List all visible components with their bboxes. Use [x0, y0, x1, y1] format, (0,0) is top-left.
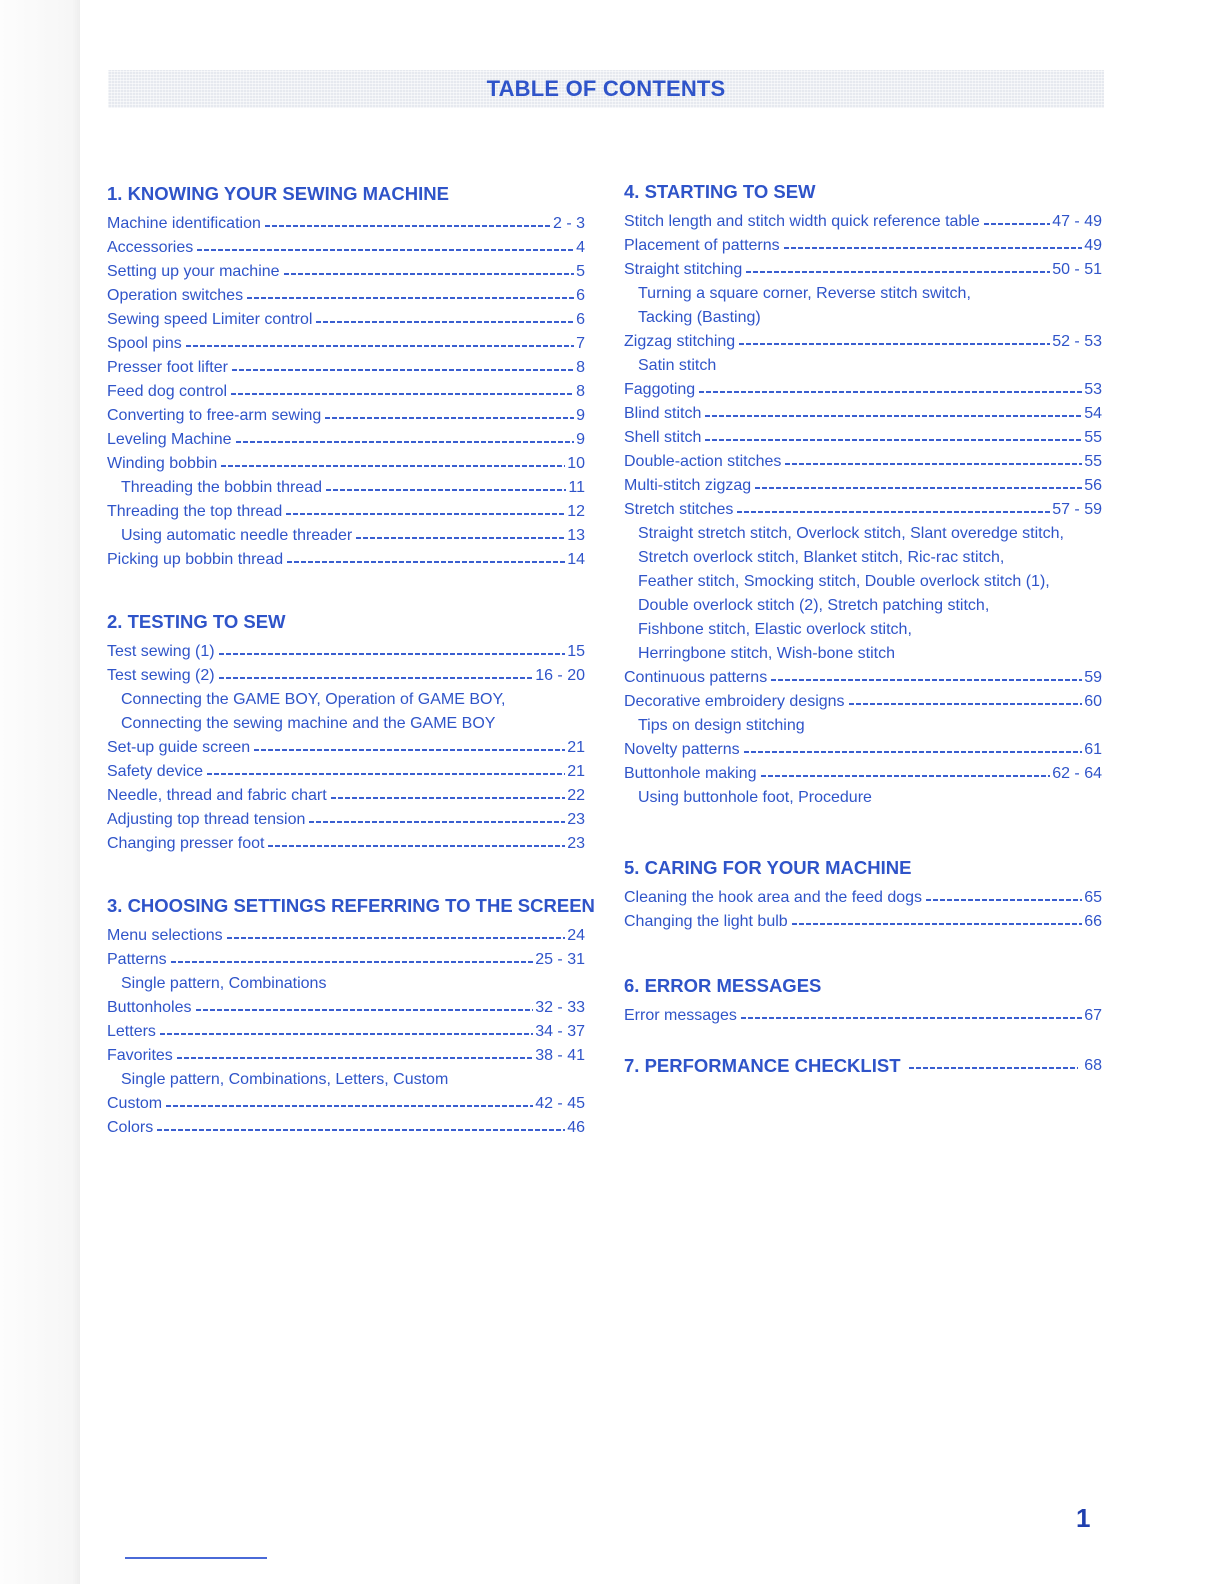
toc-entry	[107, 664, 585, 688]
toc-entry-label: Buttonholes	[107, 999, 192, 1016]
toc-entry	[107, 524, 585, 548]
section-heading: 2. TESTING TO SEW	[107, 611, 286, 632]
dot-leader	[221, 465, 565, 467]
toc-entry	[624, 666, 1102, 690]
toc-entry-label: Threading the bobbin thread	[121, 479, 323, 496]
toc-entry-page: 38 - 41	[535, 1047, 585, 1064]
dot-leader	[166, 1105, 533, 1107]
toc-entry-page: 62 - 64	[1052, 765, 1102, 782]
toc-entry	[107, 332, 585, 356]
dot-leader	[157, 1129, 565, 1131]
dot-leader	[316, 321, 574, 323]
footer-rule	[125, 1557, 267, 1559]
dot-leader	[177, 1057, 533, 1059]
dot-leader	[236, 441, 575, 443]
dot-leader	[232, 369, 574, 371]
toc-entry	[624, 886, 1102, 910]
toc-entry-label: Test sewing (2)	[107, 667, 215, 684]
toc-entry-page: 49	[1084, 237, 1102, 254]
dot-leader	[356, 537, 565, 539]
dot-leader	[746, 271, 1050, 273]
toc-entry-label: Blind stitch	[624, 405, 702, 422]
toc-subentry: Tips on design stitching	[638, 717, 805, 734]
toc-entry-page: 57 - 59	[1052, 501, 1102, 518]
toc-section	[107, 610, 585, 856]
toc-entry-page: 6	[576, 311, 585, 328]
toc-entry	[624, 498, 1102, 522]
toc-entry-label: Decorative embroidery designs	[624, 693, 845, 710]
toc-entry-page: 46	[567, 1119, 585, 1136]
toc-entry-label: Colors	[107, 1119, 154, 1136]
toc-entry	[107, 500, 585, 524]
toc-entry	[107, 404, 585, 428]
toc-entry-page: 5	[576, 263, 585, 280]
section-heading: 5. CARING FOR YOUR MACHINE	[624, 857, 912, 878]
performance-checklist-heading	[624, 1054, 1102, 1078]
toc-entry	[624, 690, 1102, 714]
toc-subentry: Fishbone stitch, Elastic overlock stitch,	[638, 621, 912, 638]
toc-entry-page: 42 - 45	[535, 1095, 585, 1112]
toc-entry	[107, 760, 585, 784]
toc-subentry: Satin stitch	[638, 357, 717, 374]
toc-entry-page: 7	[576, 335, 585, 352]
section-heading: 3. CHOOSING SETTINGS REFERRING TO THE SCREEN	[107, 895, 595, 916]
toc-entry-label: Multi-stitch zigzag	[624, 477, 752, 494]
dot-leader	[171, 961, 534, 963]
toc-entry-page: 13	[567, 527, 585, 544]
toc-entry-page: 54	[1084, 405, 1102, 422]
page-shadow	[0, 0, 80, 1584]
toc-entry-page: 16 - 20	[535, 667, 585, 684]
toc-entry	[624, 910, 1102, 934]
toc-entry-label: Placement of patterns	[624, 237, 780, 254]
dot-leader	[219, 653, 566, 655]
toc-section	[107, 182, 585, 572]
toc-entry	[624, 258, 1102, 282]
section-heading: 7. PERFORMANCE CHECKLIST	[624, 1055, 901, 1076]
section-heading: 6. ERROR MESSAGES	[624, 975, 822, 996]
dot-leader	[737, 511, 1050, 513]
toc-entry	[107, 236, 585, 260]
toc-entry-page: 6	[576, 287, 585, 304]
toc-subentry: Feather stitch, Smocking stitch, Double overlock stitch (1),	[638, 573, 1050, 590]
toc-subentry: Double overlock stitch (2), Stretch patching stitch,	[638, 597, 990, 614]
dot-leader	[196, 1009, 534, 1011]
toc-entry-label: Accessories	[107, 239, 194, 256]
toc-entry	[107, 948, 585, 972]
toc-entry-page: 66	[1084, 913, 1102, 930]
toc-entry-page: 65	[1084, 889, 1102, 906]
toc-entry-label: Sewing speed Limiter control	[107, 311, 313, 328]
dot-leader	[785, 463, 1082, 465]
toc-entry-page: 24	[567, 927, 585, 944]
toc-entry-label: Threading the top thread	[107, 503, 283, 520]
toc-entry-page: 55	[1084, 453, 1102, 470]
toc-entry-label: Letters	[107, 1023, 156, 1040]
toc-entry	[107, 1116, 585, 1140]
dot-leader	[849, 703, 1083, 705]
toc-subentry: Herringbone stitch, Wish-bone stitch	[638, 645, 895, 662]
dot-leader	[287, 561, 565, 563]
toc-section	[107, 894, 595, 1140]
toc-subentry: Connecting the GAME BOY, Operation of GAME BOY,	[121, 691, 506, 708]
page-title: TABLE OF CONTENTS	[486, 76, 726, 101]
dot-leader	[207, 773, 565, 775]
dot-leader	[254, 749, 565, 751]
toc-section	[624, 180, 1102, 810]
toc-entry-page: 11	[568, 479, 585, 496]
dot-leader	[792, 923, 1083, 925]
toc-entry-label: Patterns	[107, 951, 167, 968]
toc-subentry: Straight stretch stitch, Overlock stitch, Slant overedge stitch,	[638, 525, 1064, 542]
toc-entry	[107, 308, 585, 332]
title-banner	[108, 70, 1104, 108]
toc-entry	[107, 1044, 585, 1068]
toc-entry-label: Shell stitch	[624, 429, 702, 446]
dot-leader	[984, 223, 1050, 225]
dot-leader	[247, 297, 574, 299]
dot-leader	[699, 391, 1082, 393]
toc-entry-page: 34 - 37	[535, 1023, 585, 1040]
toc-entry-label: Picking up bobbin thread	[107, 551, 284, 568]
toc-entry-label: Changing presser foot	[107, 835, 265, 852]
dot-leader	[219, 677, 534, 679]
toc-entry-label: Feed dog control	[107, 383, 228, 400]
toc-entry-label: Setting up your machine	[107, 263, 280, 280]
dot-leader	[197, 249, 574, 251]
toc-entry-label: Continuous patterns	[624, 669, 768, 686]
toc-subentry: Single pattern, Combinations, Letters, Custom	[121, 1071, 449, 1088]
toc-entry-label: Needle, thread and fabric chart	[107, 787, 327, 804]
toc-entry-label: Faggoting	[624, 381, 696, 398]
toc-entry-label: Favorites	[107, 1047, 173, 1064]
toc-subentry: Single pattern, Combinations	[121, 975, 327, 992]
toc-entry-page: 12	[567, 503, 585, 520]
toc-entry-label: Adjusting top thread tension	[107, 811, 306, 828]
toc-entry	[107, 640, 585, 664]
toc-entry-label: Set-up guide screen	[107, 739, 251, 756]
dot-leader	[160, 1033, 533, 1035]
toc-entry-page: 9	[576, 431, 585, 448]
dot-leader	[265, 225, 551, 227]
toc-entry-page: 60	[1084, 693, 1102, 710]
right-column	[624, 180, 1102, 1078]
toc-entry	[107, 784, 585, 808]
toc-entry-page: 14	[567, 551, 585, 568]
dot-leader	[227, 937, 566, 939]
toc-entry-label: Test sewing (1)	[107, 643, 215, 660]
toc-entry-page: 25 - 31	[535, 951, 585, 968]
toc-entry-label: Double-action stitches	[624, 453, 782, 470]
toc-entry	[107, 452, 585, 476]
dot-leader	[744, 751, 1083, 753]
toc-entry-page: 56	[1084, 477, 1102, 494]
toc-entry-page: 23	[567, 835, 585, 852]
dot-leader	[755, 487, 1082, 489]
dot-leader	[186, 345, 574, 347]
toc-entry	[107, 356, 585, 380]
toc-entry	[624, 378, 1102, 402]
toc-entry-page: 21	[567, 763, 585, 780]
toc-subentry: Using buttonhole foot, Procedure	[638, 789, 872, 806]
toc-entry	[107, 832, 585, 856]
dot-leader	[325, 417, 574, 419]
toc-entry-label: Changing the light bulb	[624, 913, 788, 930]
toc-subentry: Stretch overlock stitch, Blanket stitch, Ric-rac stitch,	[638, 549, 1005, 566]
dot-leader	[231, 393, 574, 395]
toc-entry-page: 55	[1084, 429, 1102, 446]
toc-entry-label: Novelty patterns	[624, 741, 740, 758]
toc-entry	[107, 808, 585, 832]
toc-entry-page: 61	[1084, 741, 1102, 758]
dot-leader	[926, 899, 1082, 901]
dot-leader	[784, 247, 1083, 249]
toc-entry-label: Winding bobbin	[107, 455, 218, 472]
toc-entry-label: Presser foot lifter	[107, 359, 228, 376]
toc-entry	[107, 736, 585, 760]
dot-leader	[268, 845, 565, 847]
toc-entry-label: Error messages	[624, 1007, 737, 1024]
toc-entry-page: 23	[567, 811, 585, 828]
toc-entry	[107, 260, 585, 284]
toc-entry-label: Operation switches	[107, 287, 244, 304]
toc-entry-page: 59	[1084, 669, 1102, 686]
toc-entry-page: 10	[567, 455, 585, 472]
toc-entry-label: Converting to free-arm sewing	[107, 407, 322, 424]
toc-entry-page: 15	[567, 643, 585, 660]
dot-leader	[771, 679, 1082, 681]
toc-subentry: Tacking (Basting)	[638, 309, 761, 326]
left-column	[107, 182, 595, 1140]
dot-leader	[326, 489, 566, 491]
toc-entry-page: 53	[1084, 381, 1102, 398]
toc-entry	[107, 548, 585, 572]
dot-leader	[284, 273, 575, 275]
toc-subentry: Connecting the sewing machine and the GAME BOY	[121, 715, 496, 732]
toc-entry	[624, 426, 1102, 450]
toc-entry	[624, 762, 1102, 786]
toc-entry	[107, 996, 585, 1020]
dot-leader	[739, 343, 1050, 345]
toc-entry	[624, 234, 1102, 258]
toc-entry-page: 8	[576, 359, 585, 376]
toc-entry	[624, 1004, 1102, 1028]
toc-entry	[107, 1020, 585, 1044]
toc-section	[624, 974, 1102, 1028]
toc-entry	[107, 284, 585, 308]
toc-entry-label: Machine identification	[107, 215, 261, 232]
page-number: 1	[1076, 1503, 1091, 1533]
toc-entry	[624, 450, 1102, 474]
toc-entry-label: Custom	[107, 1095, 163, 1112]
toc-entry	[624, 402, 1102, 426]
toc-entry-page: 47 - 49	[1052, 213, 1102, 230]
toc-entry-page: 50 - 51	[1052, 261, 1102, 278]
toc-entry-page: 9	[576, 407, 585, 424]
toc-entry	[107, 380, 585, 404]
toc-entry-label: Stretch stitches	[624, 501, 734, 518]
section-heading: 1. KNOWING YOUR SEWING MACHINE	[107, 183, 449, 204]
toc-entry-label: Safety device	[107, 763, 204, 780]
toc-section	[624, 856, 1102, 934]
toc-entry-page: 68	[1084, 1057, 1102, 1074]
toc-entry-label: Using automatic needle threader	[121, 527, 353, 544]
toc-entry-label: Stitch length and stitch width quick reference table	[624, 213, 980, 230]
dot-leader	[909, 1067, 1079, 1069]
toc-entry-page: 32 - 33	[535, 999, 585, 1016]
toc-entry-page: 52 - 53	[1052, 333, 1102, 350]
toc-entry	[624, 738, 1102, 762]
toc-subentry: Turning a square corner, Reverse stitch switch,	[638, 285, 971, 302]
toc-entry-page: 2 - 3	[552, 215, 585, 232]
toc-entry	[624, 330, 1102, 354]
toc-entry-label: Buttonhole making	[624, 765, 757, 782]
dot-leader	[331, 797, 566, 799]
toc-entry-label: Cleaning the hook area and the feed dogs	[624, 889, 923, 906]
toc-entry-label: Zigzag stitching	[624, 333, 736, 350]
dot-leader	[309, 821, 565, 823]
dot-leader	[761, 775, 1051, 777]
toc-entry	[624, 210, 1102, 234]
dot-leader	[705, 439, 1082, 441]
toc-entry-page: 8	[576, 383, 585, 400]
toc-entry-page: 67	[1084, 1007, 1102, 1024]
dot-leader	[705, 415, 1082, 417]
dot-leader	[741, 1017, 1082, 1019]
toc-entry-page: 22	[567, 787, 585, 804]
toc-entry	[624, 474, 1102, 498]
dot-leader	[286, 513, 565, 515]
toc-entry-page: 4	[576, 239, 585, 256]
section-heading: 4. STARTING TO SEW	[624, 181, 816, 202]
toc-entry	[107, 1092, 585, 1116]
toc-entry	[107, 476, 585, 500]
toc-entry	[107, 212, 585, 236]
toc-entry-label: Leveling Machine	[107, 431, 232, 448]
toc-entry-page: 21	[567, 739, 585, 756]
toc-entry-label: Spool pins	[107, 335, 182, 352]
toc-entry	[107, 924, 585, 948]
toc-entry-label: Menu selections	[107, 927, 223, 944]
toc-entry-label: Straight stitching	[624, 261, 743, 278]
toc-entry	[107, 428, 585, 452]
